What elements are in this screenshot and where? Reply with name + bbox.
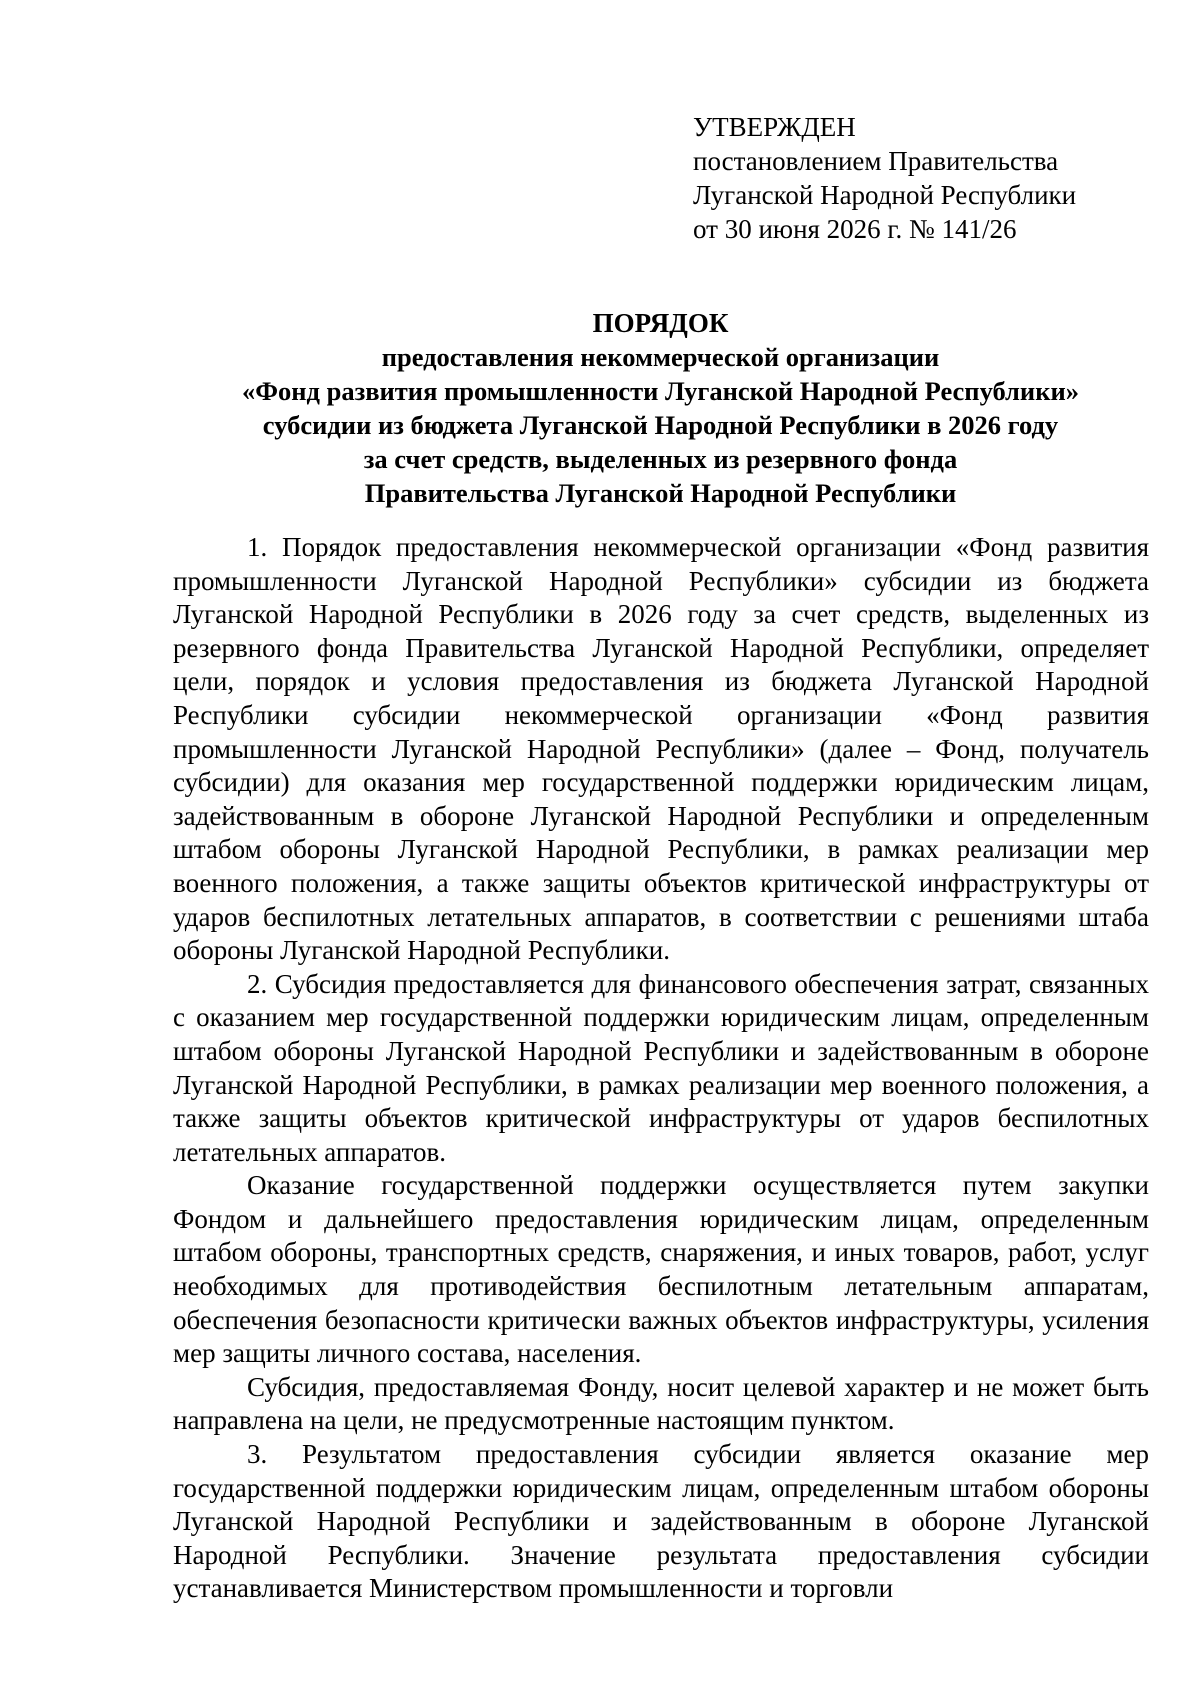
document-title: ПОРЯДОК <box>592 308 729 338</box>
approval-date-number: от 30 июня 2026 г. № 141/26 <box>693 214 1017 244</box>
approval-status: УТВЕРЖДЕН <box>693 112 856 142</box>
document-subtitle-line: субсидии из бюджета Луганской Народной Республики в 2026 году <box>262 410 1059 440</box>
paragraph-clause-3: 3. Результатом предоставления субсидии является оказание мер государственной поддержки юридическим лицам, определенным штабом обороны Луганской Народной Республики и задействованным в обороне Луганской Народной Республики. Значение результата предоставления субсидии устанавливается Министерством промышленности и торговли <box>173 1439 1149 1604</box>
document-subtitle-line: за счет средств, выделенных из резервного фонда <box>363 444 958 474</box>
document-subtitle-line: «Фонд развития промышленности Луганской Народной Республики» <box>242 376 1079 406</box>
paragraph-clause-2: 2. Субсидия предоставляется для финансового обеспечения затрат, связанных с оказанием мер государственной поддержки юридическим лицам, определенным штабом обороны Луганской Народной Республики и задействованным в обороне Луганской Народной Республики, в рамках реализации мер военного положения, а также защиты объектов критической инфраструктуры от ударов беспилотных летательных аппаратов. <box>173 968 1149 1167</box>
approval-authority: постановлением Правительства <box>693 146 1059 176</box>
paragraph-support-procedure: Оказание государственной поддержки осуществляется путем закупки Фондом и дальнейшего предоставления юридическим лицам, определенным штабом обороны, транспортных средств, снаряжения, и иных товаров, работ, услуг необходимых для противодействия беспилотным летательным аппаратам, обеспечения безопасности критически важных объектов инфраструктуры, усиления мер защиты личного состава, населения. <box>173 1170 1149 1369</box>
paragraph-clause-1: 1. Порядок предоставления некоммерческой организации «Фонд развития промышленности Луганской Народной Республики» субсидии из бюджета Луганской Народной Республики в 2026 году за счет средств, выделенных из резервного фонда Правительства Луганской Народной Республики, определяет цели, порядок и условия предоставления из бюджета Луганской Народной Республики субсидии некоммерческой организации «Фонд развития промышленности Луганской Народной Республики» (далее – Фонд, получатель субсидии) для оказания мер государственной поддержки юридическим лицам, задействованным в обороне Луганской Народной Республики и определенным штабом обороны Луганской Народной Республики, в рамках реализации мер военного положения, а также защиты объектов критической инфраструктуры от ударов беспилотных летательных аппаратов, в соответствии с решениями штаба обороны Луганской Народной Республики. <box>173 532 1149 966</box>
approval-stamp-block <box>693 110 1153 246</box>
document-body <box>173 531 1149 1606</box>
document-title-block <box>150 306 1171 510</box>
paragraph-target-purpose: Субсидия, предоставляемая Фонду, носит целевой характер и не может быть направлена на цели, не предусмотренные настоящим пунктом. <box>173 1371 1149 1436</box>
document-subtitle-line: предоставления некоммерческой организации <box>381 342 940 372</box>
document-subtitle-line: Правительства Луганской Народной Республики <box>364 478 957 508</box>
approval-government: Луганской Народной Республики <box>693 180 1077 210</box>
